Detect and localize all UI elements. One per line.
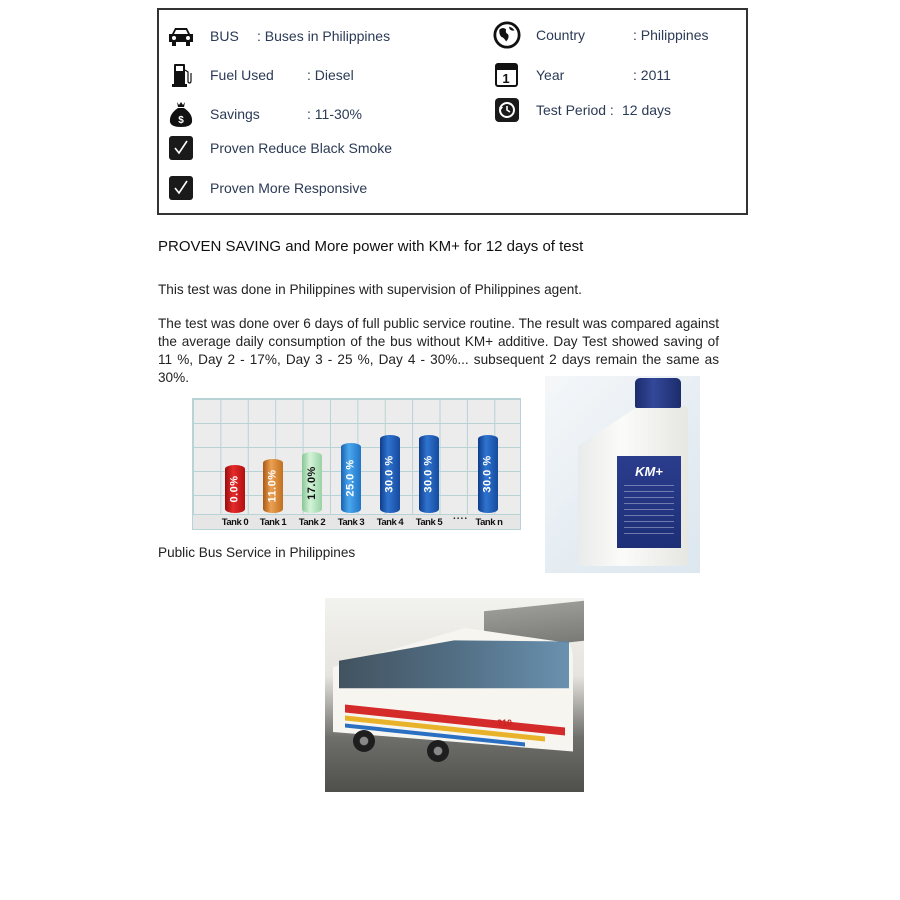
x-tick-label: Tank 1 [259, 517, 287, 528]
x-tick-label: Tank 3 [337, 517, 365, 528]
info-value: : Diesel [307, 67, 354, 83]
product-bottle-image [545, 376, 700, 573]
info-row-savings [167, 100, 362, 128]
info-value: : 11-30% [307, 106, 362, 122]
info-row-responsive [167, 174, 367, 202]
globe-icon [493, 21, 521, 49]
x-tick-label: Tank 2 [298, 517, 326, 528]
info-label: Proven Reduce Black Smoke [210, 140, 393, 156]
bus-windows [339, 636, 569, 691]
paragraph-test-description: The test was done over 6 days of full public service routine. The result was compared against the average daily consumption of the bus without KM+ additive. Day Test showed saving of 11 %, Day 2 - 17%, Day 3 - 25 %, Day 4 - 30%... subsequent 2 days remain the same as 30%. [158, 316, 719, 385]
bar-tank-4 [380, 435, 400, 513]
bar-value-label: 0.0% [229, 475, 242, 503]
info-row-test-period [493, 96, 671, 124]
info-label: Test Period : [536, 102, 614, 118]
bar-tank-0 [225, 465, 245, 513]
info-label: Fuel Used [210, 67, 274, 83]
info-row-year [493, 61, 671, 89]
info-label: Year [536, 67, 565, 83]
info-row-black-smoke [167, 134, 392, 162]
brand-logo: KM+ [635, 464, 663, 479]
clock-history-icon [493, 96, 521, 124]
calendar-icon [493, 61, 521, 89]
info-label: BUS [210, 28, 239, 44]
bar-value-label: 17.0% [306, 465, 319, 500]
section-heading: PROVEN SAVING and More power with KM+ for 12 days of test [158, 238, 584, 255]
bar-tank-n [478, 435, 498, 513]
bar-value-label: 30.0 % [423, 455, 435, 493]
checkbox-checked-icon [167, 174, 195, 202]
label-text-lines [624, 485, 674, 535]
svg-text:1: 1 [502, 71, 510, 86]
info-value: : Philippines [633, 27, 709, 43]
paragraph-supervision: This test was done in Philippines with supervision of Philippines agent. [158, 282, 582, 297]
x-tick-label: Tank 4 [376, 517, 404, 528]
bus-number: 310 [497, 718, 513, 728]
bar-value-label: 30.0 % [384, 455, 396, 493]
svg-text:$: $ [178, 115, 184, 126]
checkbox-checked-icon [167, 134, 195, 162]
info-box [157, 8, 748, 215]
bar-tank-3 [341, 443, 361, 513]
info-label: Proven More Responsive [210, 180, 368, 196]
bus-photo [325, 598, 584, 792]
x-tick-label: Tank 5 [415, 517, 443, 528]
bar-value-label: 25.0 % [345, 459, 357, 497]
info-value: : Buses in Philippines [257, 28, 391, 44]
info-row-country [493, 21, 709, 49]
fuel-pump-icon [167, 61, 195, 89]
bar-tank-1 [263, 459, 283, 513]
x-tick-label: Tank n [475, 517, 503, 528]
bar-value-label: 11.0% [267, 469, 279, 503]
bus-wheel-front [427, 740, 449, 762]
chart-ellipsis: .... [453, 511, 469, 522]
x-tick-label: Tank 0 [221, 517, 249, 528]
info-value: 12 days [622, 102, 672, 118]
bottle-label [617, 456, 681, 548]
info-row-fuel [167, 61, 354, 89]
bus-wheel-rear [353, 730, 375, 752]
info-label: Country [536, 27, 586, 43]
bar-tank-5 [419, 435, 439, 513]
info-value: : 2011 [633, 67, 671, 83]
savings-bar-chart [192, 398, 521, 530]
bus-caption: Public Bus Service in Philippines [158, 545, 356, 560]
money-bag-icon [167, 100, 195, 128]
car-icon [167, 22, 195, 50]
info-row-bus [167, 22, 390, 50]
info-label: Savings [210, 106, 260, 122]
bar-tank-2 [302, 452, 322, 513]
bar-value-label: 30.0 % [482, 455, 494, 493]
bottle-cap [635, 378, 681, 408]
